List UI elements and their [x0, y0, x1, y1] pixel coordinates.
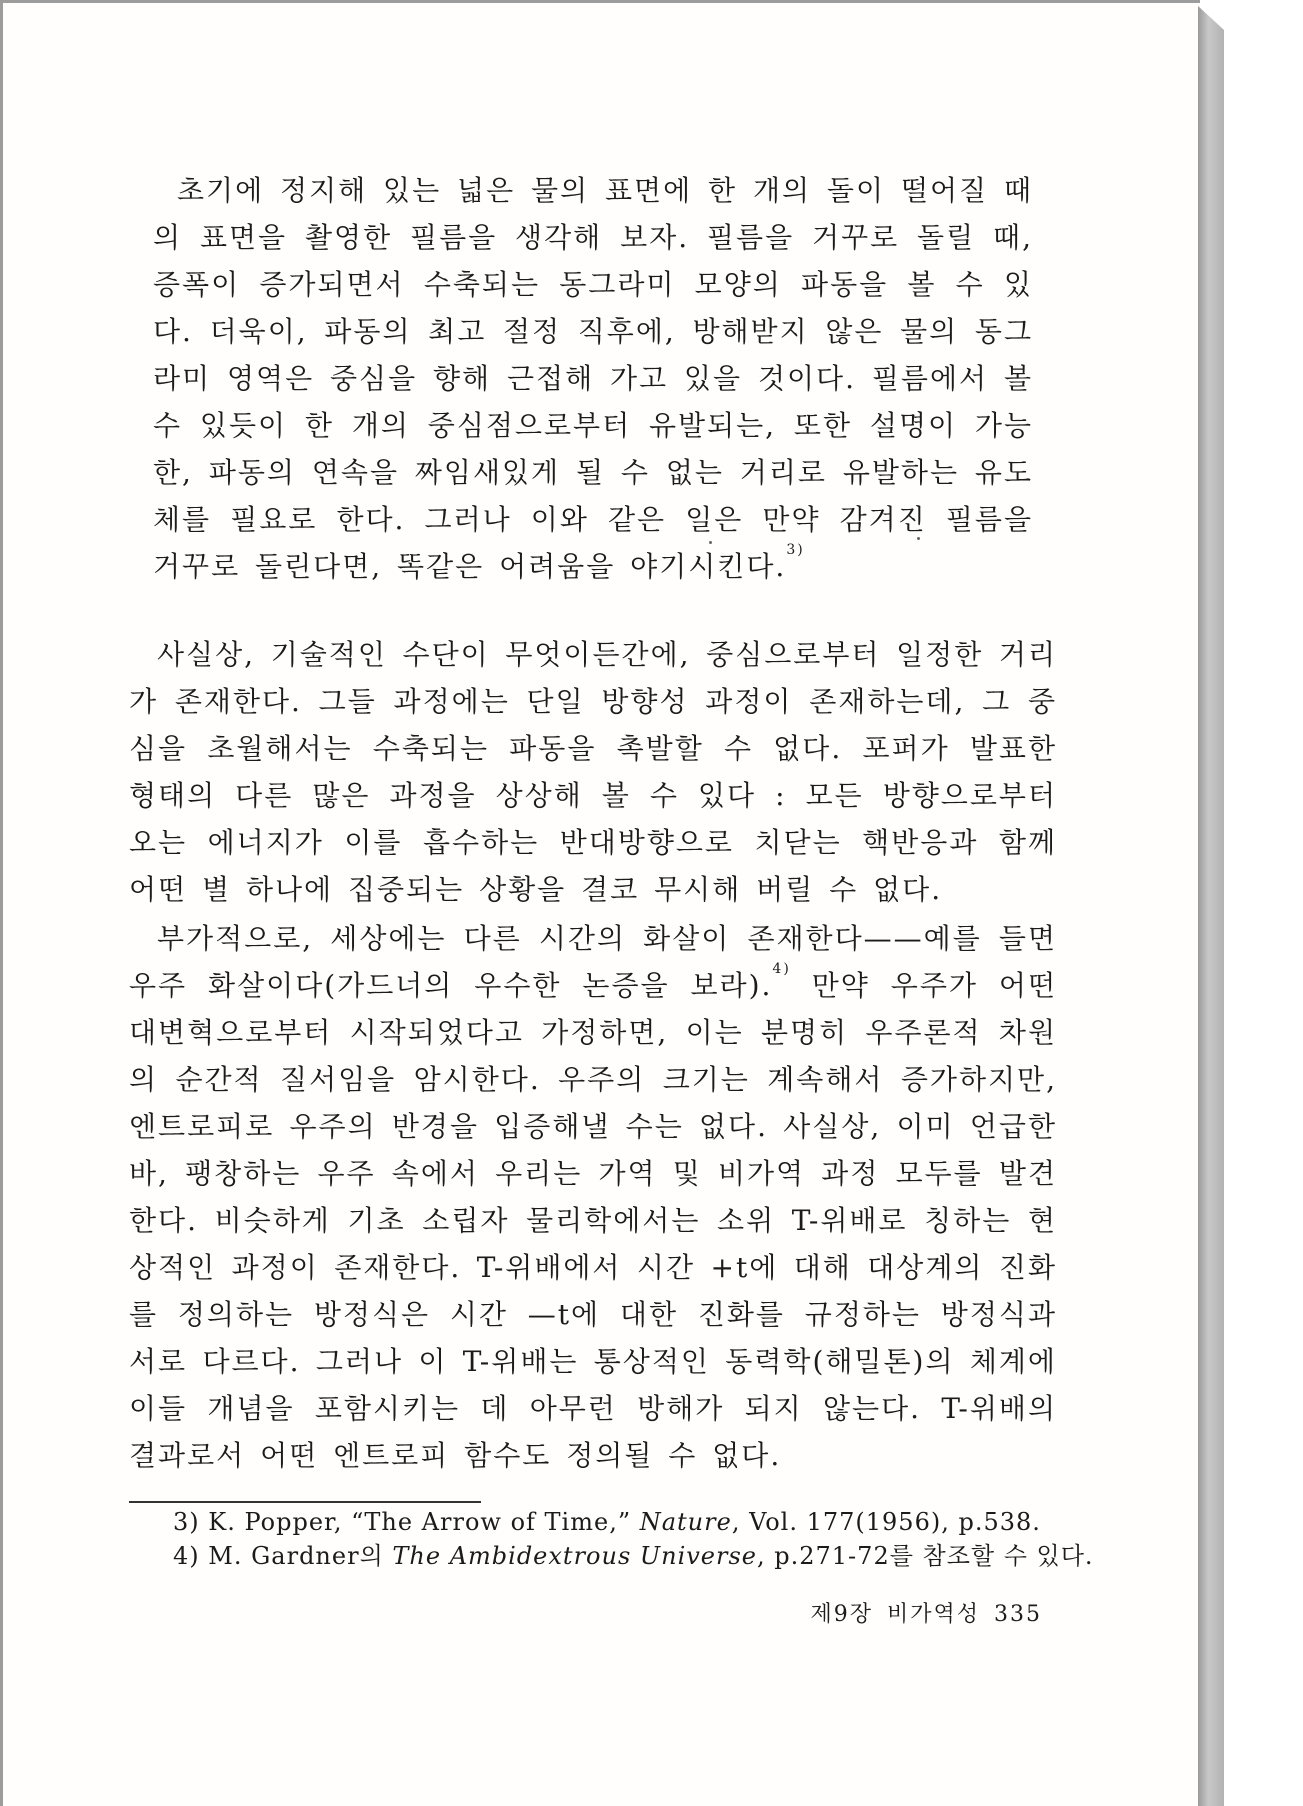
- footnote-journal-title: Nature: [639, 1508, 732, 1536]
- footnote-citation: M. Gardner의: [208, 1542, 393, 1570]
- paragraph-1: [153, 167, 1033, 590]
- paragraph-3-text-b: 만약 우주가 어떤 대변혁으로부터 시작되었다고 가정하면, 이는 분명히 우주론적 차원의 순간적 질서임을 암시한다. 우주의 크기는 계속해서 증가하지만, 엔트로피로 우주의 반경을 입증해낼 수는 없다. 사실상, 이미 언급한 바, 팽창하는 우주 속에서 우리는 가역 및 비가역 과정 모두를 발견한다. 비슷하게 기초 소립자 물리학에서는 소위 T-위배로 칭하는 현상적인 과정이 존재한다. T-위배에서 시간 +t에 대해 대상계의 진화를 정의하는 방정식은 시간 —t에 대한 진화를 규정하는 방정식과 서로 다르다. 그러나 이 T-위배는 통상적인 동력학(해밀톤)의 체계에 이들 개념을 포함시키는 데 아무런 방해가 되지 않는다. T-위배의 결과로서 어떤 엔트로피 함수도 정의될 수 없다.: [129, 969, 1057, 1472]
- footnote-4: [173, 1539, 1094, 1573]
- page-edge-shadow: [1198, 6, 1224, 1806]
- paragraph-2: [129, 631, 1057, 913]
- footnote-number: 4): [173, 1542, 200, 1570]
- footnote-rule: [129, 1501, 481, 1503]
- footnote-ref-3: 3): [786, 542, 805, 558]
- scan-speck: [709, 541, 712, 544]
- footnote-ref-4: 4): [772, 961, 791, 977]
- footnote-number: 3): [173, 1508, 200, 1536]
- paragraph-3: [129, 915, 1057, 1479]
- paragraph-1-text: 초기에 정지해 있는 넓은 물의 표면에 한 개의 돌이 떨어질 때의 표면을 촬영한 필름을 생각해 보자. 필름을 거꾸로 돌릴 때, 증폭이 증가되면서 수축되는 동그라미 모양의 파동을 볼 수 있다. 더욱이, 파동의 최고 절정 직후에, 방해받지 않은 물의 동그라미 영역은 중심을 향해 근접해 가고 있을 것이다. 필름에서 볼 수 있듯이 한 개의 중심점으로부터 유발되는, 또한 설명이 가능한, 파동의 연속을 짜임새있게 될 수 없는 거리로 유발하는 유도체를 필요로 한다. 그러나 이와 같은 일은 만약 감겨진 필름을 거꾸로 돌린다면, 똑같은 어려움을 야기시킨다.: [153, 174, 1033, 583]
- paragraph-3-text-a: 부가적으로, 세상에는 다른 시간의 화살이 존재한다——예를 들면 우주 화살이다(가드너의 우수한 논증을 보라).: [129, 922, 1057, 1002]
- footnote-citation: K. Popper, “The Arrow of Time,”: [208, 1508, 640, 1536]
- scan-speck: [917, 537, 920, 540]
- footnote-citation-detail: , p.271-72를 참조할 수 있다.: [757, 1542, 1094, 1570]
- running-footer: [810, 1597, 1042, 1628]
- footnote-book-title: The Ambidextrous Universe: [392, 1542, 757, 1570]
- page-number: 335: [994, 1602, 1042, 1627]
- footnote-list: [173, 1505, 1094, 1573]
- section-label: 비가역성: [886, 1602, 980, 1627]
- footnote-3: [173, 1505, 1073, 1539]
- chapter-label: 제9장: [810, 1602, 873, 1627]
- footnote-citation-detail: , Vol. 177(1956), p.538.: [731, 1508, 1041, 1536]
- paragraph-2-text: 사실상, 기술적인 수단이 무엇이든간에, 중심으로부터 일정한 거리가 존재한다. 그들 과정에는 단일 방향성 과정이 존재하는데, 그 중심을 초월해서는 수축되는 파동을 촉발할 수 없다. 포퍼가 발표한 형태의 다른 많은 과정을 상상해 볼 수 있다 : 모든 방향으로부터 오는 에너지가 이를 흡수하는 반대방향으로 치닫는 핵반응과 함께 어떤 별 하나에 집중되는 상황을 결코 무시해 버릴 수 없다.: [129, 638, 1057, 906]
